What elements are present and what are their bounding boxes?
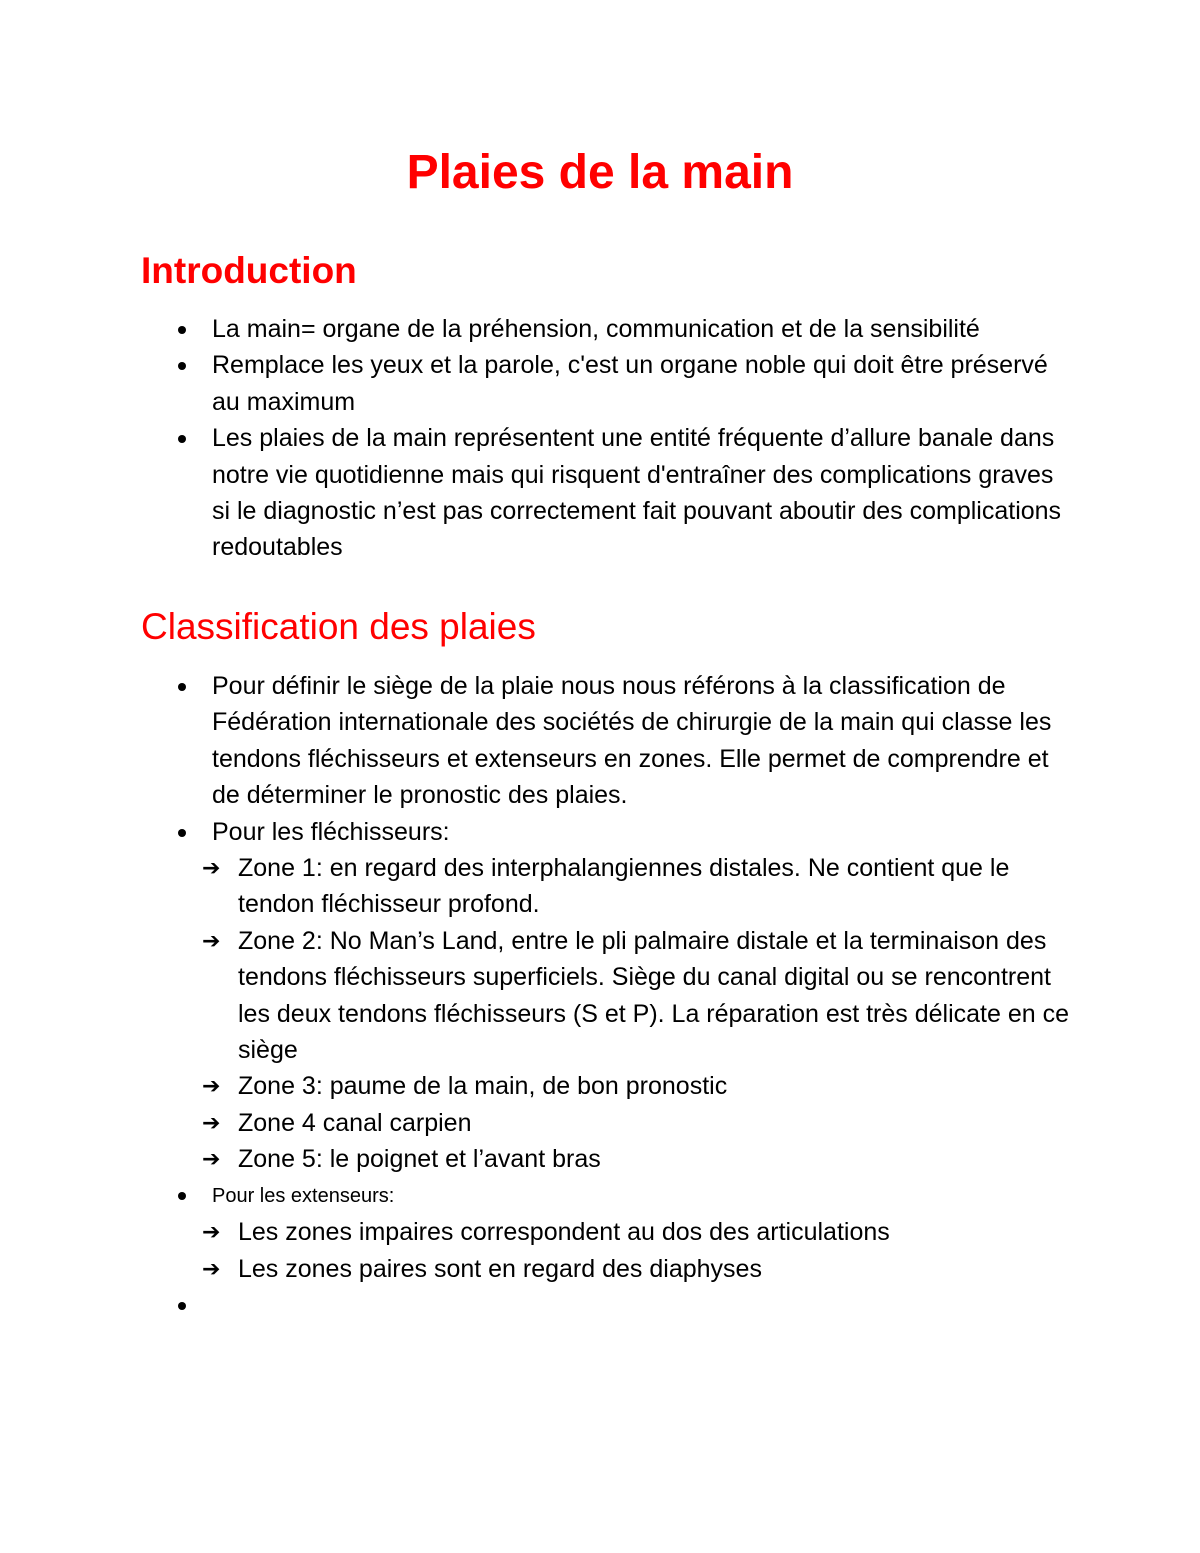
list-item	[0, 311, 1200, 347]
list-item-flechisseurs	[0, 814, 1200, 1178]
arrow-right-icon: ➔	[202, 1146, 221, 1172]
arrow-right-icon: ➔	[202, 927, 221, 953]
arrow-right-icon: ➔	[202, 1073, 221, 1099]
sub-list-item-text: Les zones impaires correspondent au dos des articulations	[238, 1218, 890, 1247]
sub-list-item-text: Zone 1: en regard des interphalangiennes distales. Ne contient que le tendon fléchisseur profond.	[238, 854, 1010, 919]
list-item-text: Pour définir le siège de la plaie nous nous référons à la classification de Fédération internationale des sociétés de chirurgie de la main qui classe les tendons fléchisseurs et extenseurs en zones. Elle permet de comprendre et de déterminer le pronostic des plaies.	[212, 672, 1052, 810]
sub-list-item	[202, 1068, 1070, 1104]
sub-list-item-text: Zone 3: paume de la main, de bon pronostic	[238, 1072, 728, 1101]
arrow-right-icon: ➔	[202, 1255, 221, 1281]
list-item-empty	[0, 1287, 1200, 1323]
arrow-right-icon: ➔	[202, 855, 221, 881]
list-item-extenseurs	[0, 1178, 1200, 1287]
sub-list-item	[202, 1141, 1070, 1177]
flechisseurs-zone-list	[202, 850, 1070, 1178]
sub-list-item	[202, 850, 1070, 923]
classification-list	[0, 668, 1200, 1323]
sub-list-item	[202, 1251, 1070, 1287]
bullet-icon	[178, 683, 186, 691]
list-item-text: Pour les fléchisseurs:	[212, 817, 450, 846]
bullet-icon	[178, 326, 186, 334]
list-item	[0, 420, 1200, 566]
bullet-icon	[178, 1302, 186, 1310]
sub-list-item-text: Zone 5: le poignet et l’avant bras	[238, 1145, 601, 1174]
bullet-icon	[178, 435, 186, 443]
list-item-text: La main= organe de la préhension, communication et de la sensibilité	[212, 315, 980, 343]
sub-list-item-text: Les zones paires sont en regard des diaphyses	[238, 1254, 762, 1283]
bullet-icon	[178, 1192, 186, 1200]
sub-list-item	[202, 923, 1070, 1069]
bullet-icon	[178, 829, 186, 837]
arrow-right-icon: ➔	[202, 1219, 221, 1245]
sub-list-item	[202, 1214, 1070, 1250]
section-heading-introduction: Introduction	[141, 250, 357, 291]
bullet-icon	[178, 362, 186, 370]
list-item	[0, 347, 1200, 420]
extenseurs-zone-list	[202, 1214, 1070, 1287]
list-item-text: Remplace les yeux et la parole, c'est un organe noble qui doit être préservé au maximum	[212, 351, 1048, 416]
list-item-text: Pour les extenseurs:	[212, 1184, 395, 1207]
list-item-text: Les plaies de la main représentent une entité fréquente d’allure banale dans notre vie quotidienne mais qui risquent d'entraîner des complications graves si le diagnostic n’est pas correctement fait pouvant aboutir des complications redoutables	[212, 424, 1062, 562]
section-heading-classification: Classification des plaies	[141, 606, 536, 647]
list-item	[0, 668, 1200, 814]
document-title: Plaies de la main	[406, 146, 794, 199]
introduction-list	[0, 311, 1200, 566]
sub-list-item-text: Zone 2: No Man’s Land, entre le pli palmaire distale et la terminaison des tendons fléchisseurs superficiels. Siège du canal digital ou se rencontrent les deux tendons fléchisseurs (S et P). La réparation est très délicate en ce siège	[238, 926, 1070, 1065]
arrow-right-icon: ➔	[202, 1109, 221, 1135]
sub-list-item-text: Zone 4 canal carpien	[238, 1108, 472, 1137]
sub-list-item	[202, 1105, 1070, 1141]
